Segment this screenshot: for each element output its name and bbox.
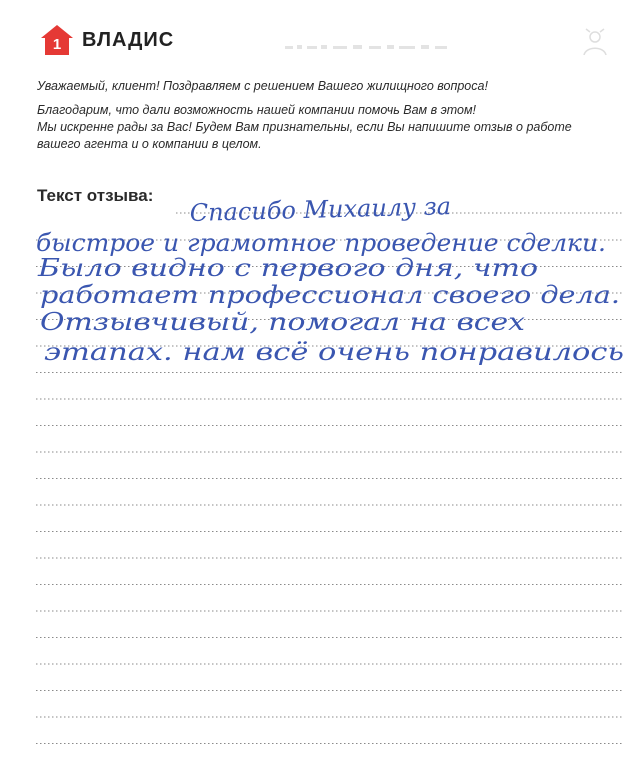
greeting-line: Уважаемый, клиент! Поздравляем с решением Вашего жилищного вопроса!: [37, 79, 488, 93]
thanks-line-3: вашего агента и о компании в целом.: [37, 137, 262, 151]
review-label: Текст отзыва:: [37, 186, 154, 205]
brand-name: ВЛАДИС: [82, 28, 175, 51]
logo-badge-number: 1: [52, 36, 62, 53]
handwritten-line: Отзывчивый, помогал на всех: [40, 308, 526, 336]
handwritten-line: этапах. нам всё очень понравилось: [44, 338, 624, 366]
handwritten-line: работает профессионал своего дела.: [40, 281, 620, 309]
thanks-line-1: Благодарим, что дали возможность нашей компании помочь Вам в этом!: [37, 103, 477, 117]
thanks-line-2: Мы искренне рады за Вас! Будем Вам признательны, если Вы напишите отзыв о работе: [37, 120, 572, 134]
handwritten-line: быстрое и грамотное проведение сделки.: [36, 229, 606, 257]
handwritten-line: Спасибо Михаилу за: [189, 192, 452, 227]
handwritten-line: Было видно с первого дня, что: [36, 254, 538, 282]
